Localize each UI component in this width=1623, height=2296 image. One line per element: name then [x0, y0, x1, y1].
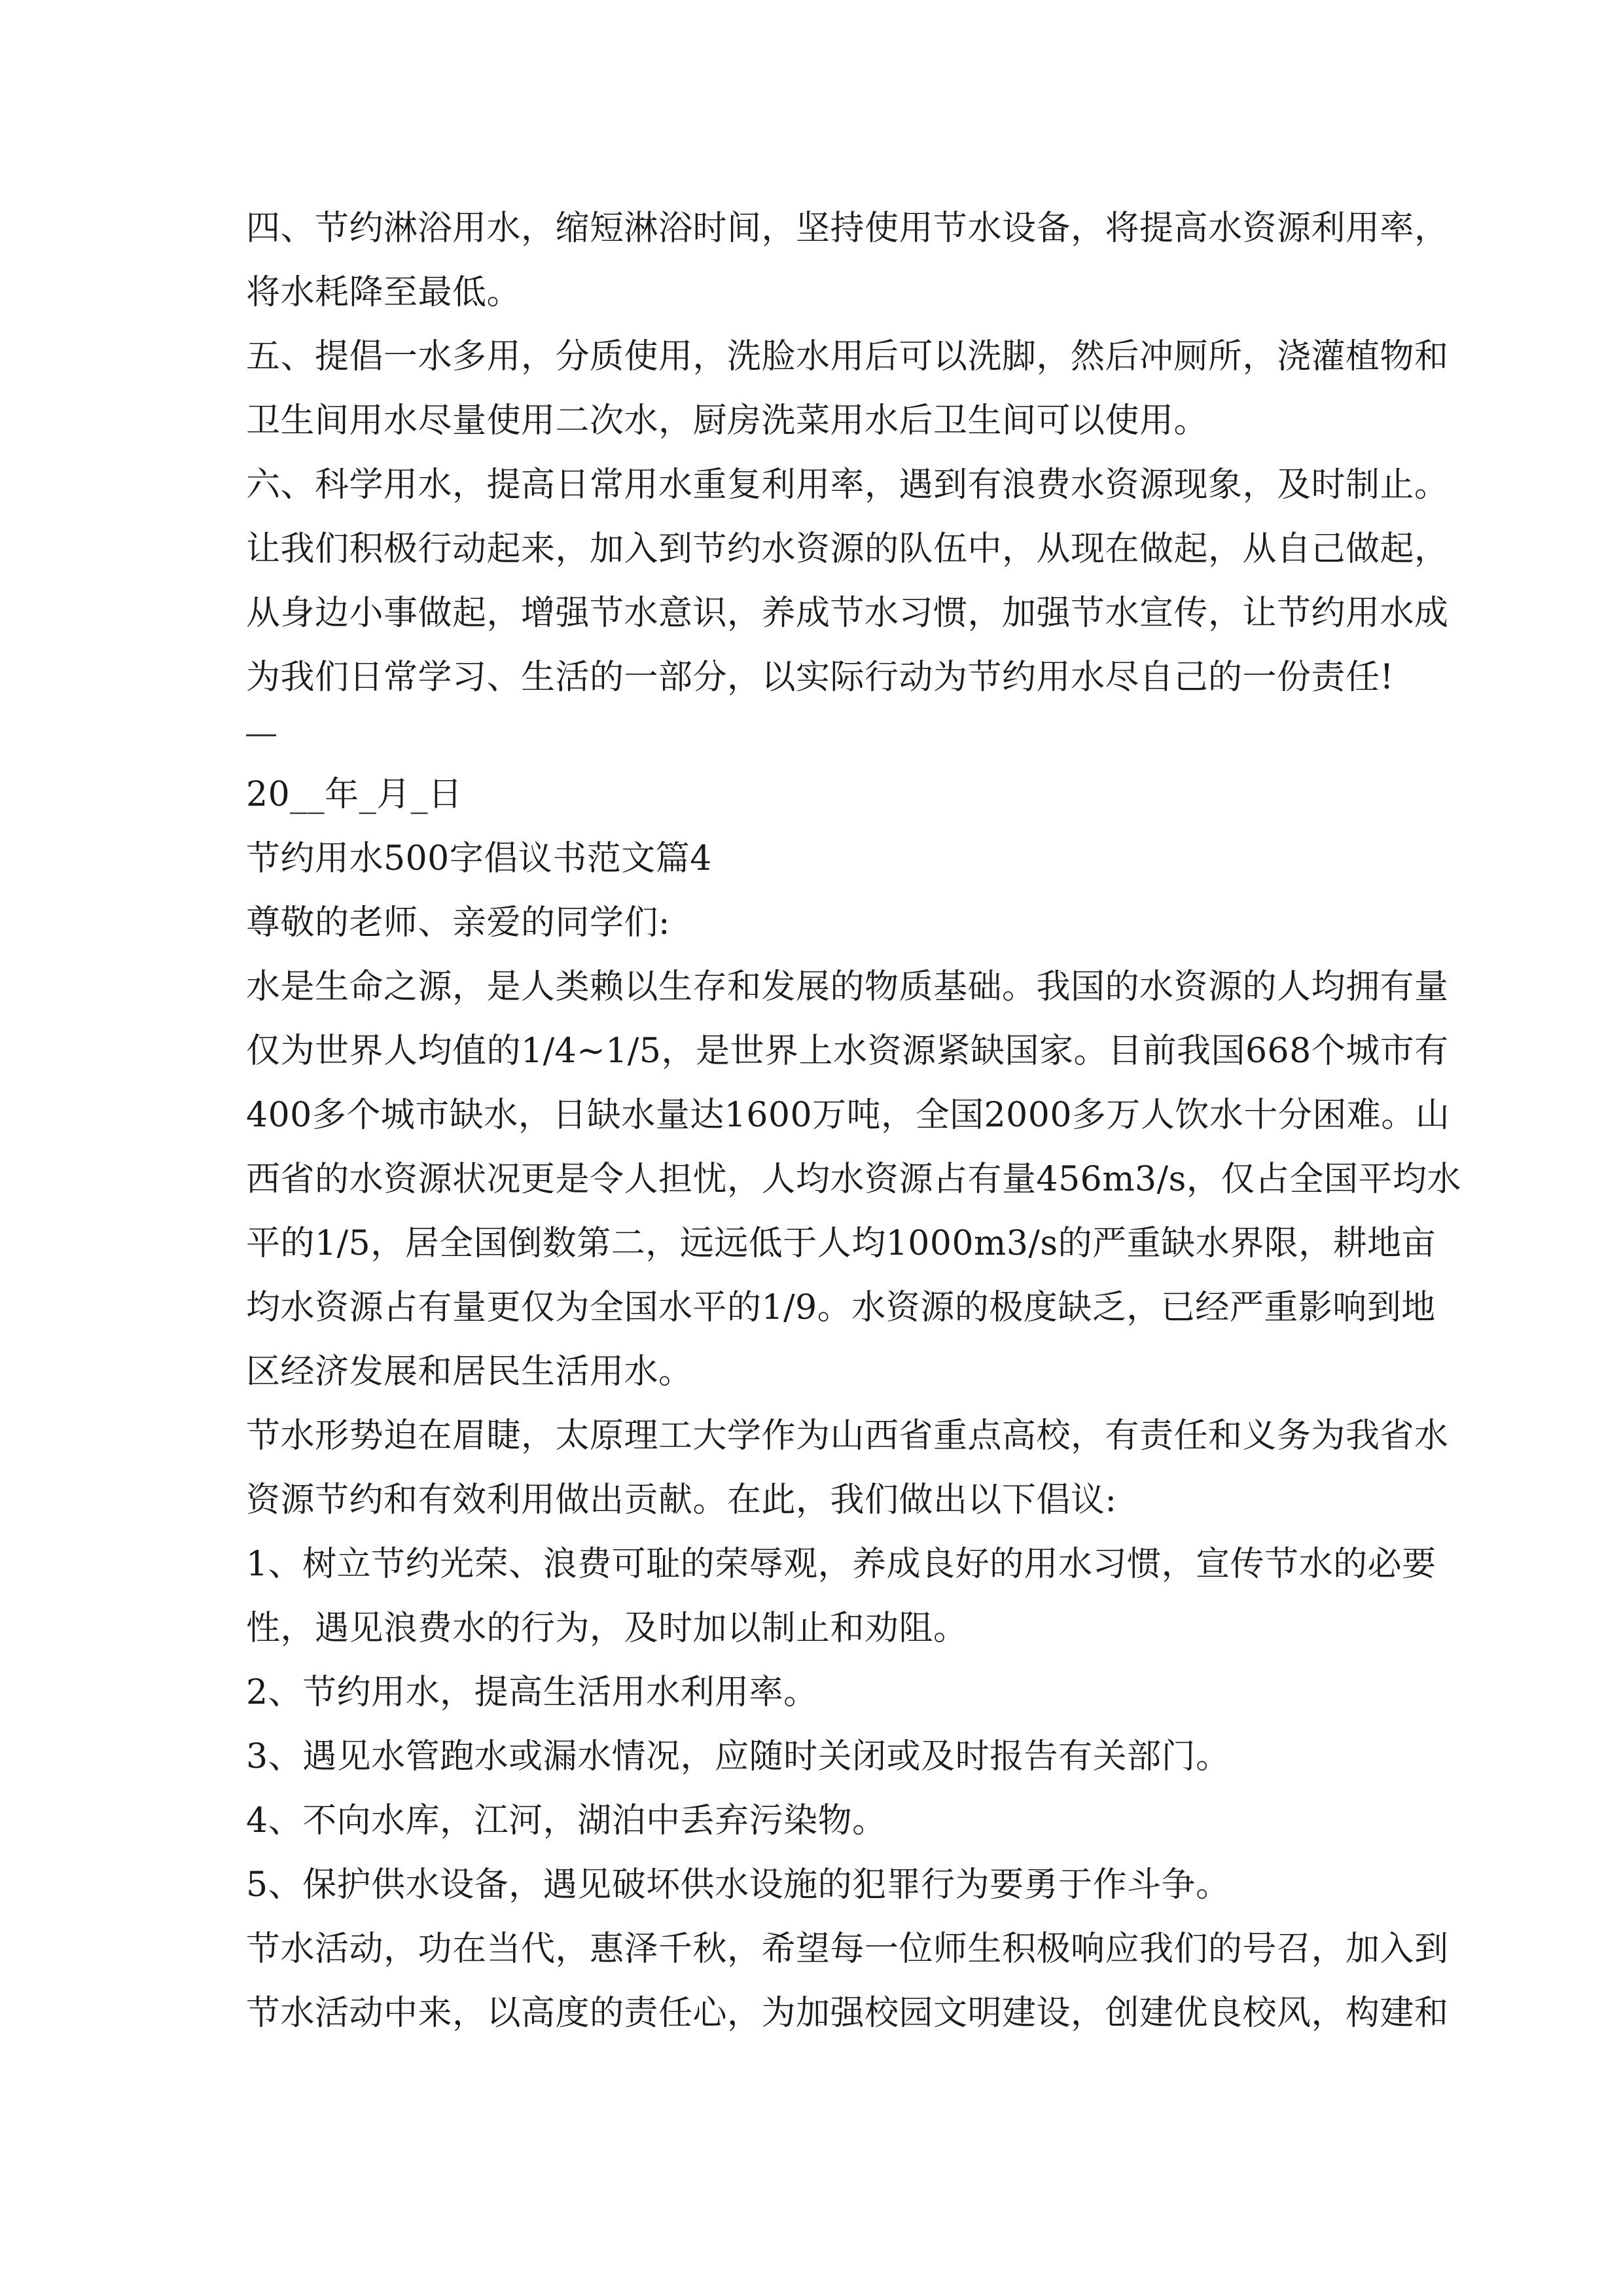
document-body: [246, 196, 1461, 2045]
text-line: 水是生命之源，是人类赖以生存和发展的物质基础。我国的水资源的人均拥有量: [246, 967, 1449, 1007]
list-item: 1、树立节约光荣、浪费可耻的荣辱观，养成良好的用水习惯，宣传节水的必要: [246, 1545, 1436, 1584]
text-line: 性，遇见浪费水的行为，及时加以制止和劝阻。: [246, 1609, 968, 1648]
date-line: 20__年_月_日: [246, 775, 463, 814]
text-line: 让我们积极行动起来，加入到节约水资源的队伍中，从现在做起，从自己做起，: [246, 529, 1449, 569]
text-line: 四、节约淋浴用水，缩短淋浴时间，坚持使用节水设备，将提高水资源利用率，: [246, 209, 1449, 248]
list-item: 2、节约用水，提高生活用水利用率。: [246, 1673, 818, 1712]
text-line: 仅为世界人均值的1/4~1/5，是世界上水资源紧缺国家。目前我国668个城市有: [246, 1031, 1449, 1071]
text-line: 节水活动，功在当代，惠泽千秋，希望每一位师生积极响应我们的号召，加入到: [246, 1929, 1449, 1969]
section-title: 节约用水500字倡议书范文篇4: [246, 839, 712, 878]
list-item: 5、保护供水设备，遇见破坏供水设施的犯罪行为要勇于作斗争。: [246, 1865, 1230, 1905]
salutation: 尊敬的老师、亲爱的同学们:: [246, 903, 671, 942]
text-line: 资源节约和有效利用做出贡献。在此，我们做出以下倡议:: [246, 1480, 1117, 1520]
text-line: 西省的水资源状况更是令人担忧，人均水资源占有量456m3/s，仅占全国平均水: [246, 1160, 1461, 1199]
signature-blank-line: [246, 734, 276, 736]
text-line: 平的1/5，居全国倒数第二，远远低于人均1000m3/s的严重缺水界限，耕地亩: [246, 1224, 1436, 1263]
text-line: 节水活动中来，以高度的责任心，为加强校园文明建设，创建优良校风，构建和: [246, 1994, 1449, 2033]
list-item: 4、不向水库，江河，湖泊中丢弃污染物。: [246, 1801, 887, 1840]
text-line: 将水耗降至最低。: [246, 273, 522, 312]
text-line: 从身边小事做起，增强节水意识，养成节水习惯，加强节水宣传，让节约用水成: [246, 594, 1449, 633]
text-line: 区经济发展和居民生活用水。: [246, 1352, 693, 1391]
text-line: 400多个城市缺水，日缺水量达1600万吨，全国2000多万人饮水十分困难。山: [246, 1096, 1450, 1135]
text-line: 节水形势迫在眉睫，太原理工大学作为山西省重点高校，有责任和义务为我省水: [246, 1416, 1449, 1456]
list-item: 3、遇见水管跑水或漏水情况，应随时关闭或及时报告有关部门。: [246, 1737, 1230, 1776]
text-line: 卫生间用水尽量使用二次水，厨房洗菜用水后卫生间可以使用。: [246, 401, 1209, 440]
text-line: 六、科学用水，提高日常用水重复利用率，遇到有浪费水资源现象，及时制止。: [246, 465, 1449, 505]
text-line: 均水资源占有量更仅为全国水平的1/9。水资源的极度缺乏，已经严重影响到地: [246, 1288, 1436, 1327]
text-line: 五、提倡一水多用，分质使用，洗脸水用后可以洗脚，然后冲厕所，浇灌植物和: [246, 337, 1449, 376]
text-line: 为我们日常学习、生活的一部分，以实际行动为节约用水尽自己的一份责任!: [246, 658, 1394, 697]
